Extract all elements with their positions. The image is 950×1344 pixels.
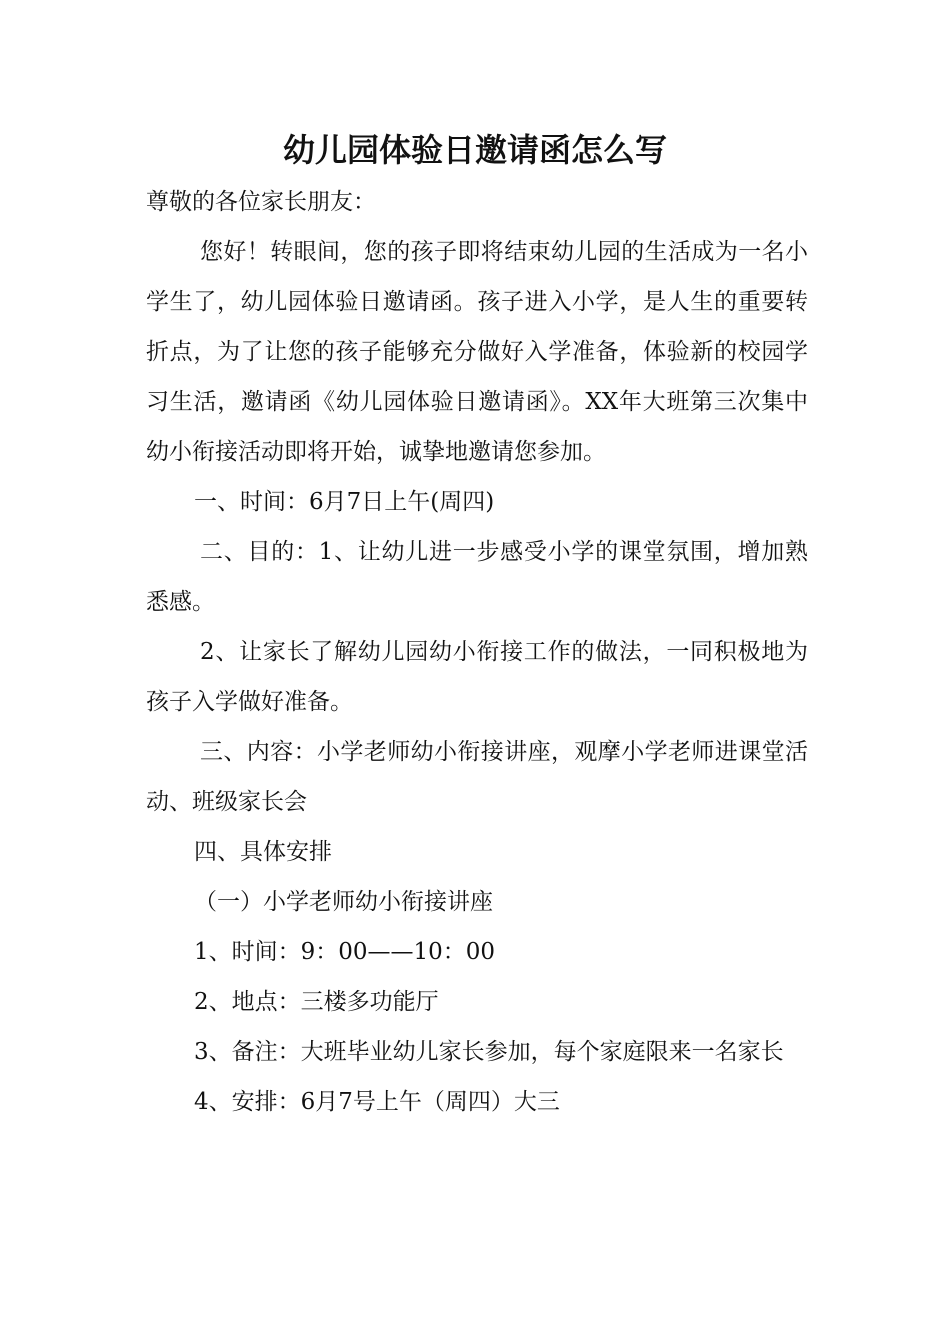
arrangement-item-note: 3、备注：大班毕业幼儿家长参加，每个家庭限来一名家长 [194,1039,784,1065]
arrangement-item-schedule: 4、安排：6月7号上午（周四）大三 [194,1089,560,1115]
section-time: 一、时间：6月7日上午(周四) [194,489,495,515]
section-purpose: 二、目的：1、让幼儿进一步感受小学的课堂氛围，增加熟悉感。 [146,539,808,615]
arrangement-item-location: 2、地点：三楼多功能厅 [194,989,439,1015]
arrangement-subheading: （一）小学老师幼小衔接讲座 [194,889,493,915]
document-body [146,177,808,1127]
document-title: 幼儿园体验日邀请函怎么写 [282,131,667,169]
intro-paragraph: 您好！转眼间，您的孩子即将结束幼儿园的生活成为一名小学生了，幼儿园体验日邀请函。孩子进入小学，是人生的重要转折点，为了让您的孩子能够充分做好入学准备，体验新的校园学习生活，邀请函《幼儿园体验日邀请函》。XX年大班第三次集中幼小衔接活动即将开始，诚挚地邀请您参加。 [146,239,808,465]
arrangement-item-time: 1、时间：9：00——10：00 [194,939,496,965]
salutation: 尊敬的各位家长朋友： [146,189,376,215]
purpose-item-2: 2、让家长了解幼儿园幼小衔接工作的做法，一同积极地为孩子入学做好准备。 [146,639,808,715]
section-content: 三、内容：小学老师幼小衔接讲座，观摩小学老师进课堂活动、班级家长会 [146,739,808,815]
section-arrangement: 四、具体安排 [194,839,332,865]
